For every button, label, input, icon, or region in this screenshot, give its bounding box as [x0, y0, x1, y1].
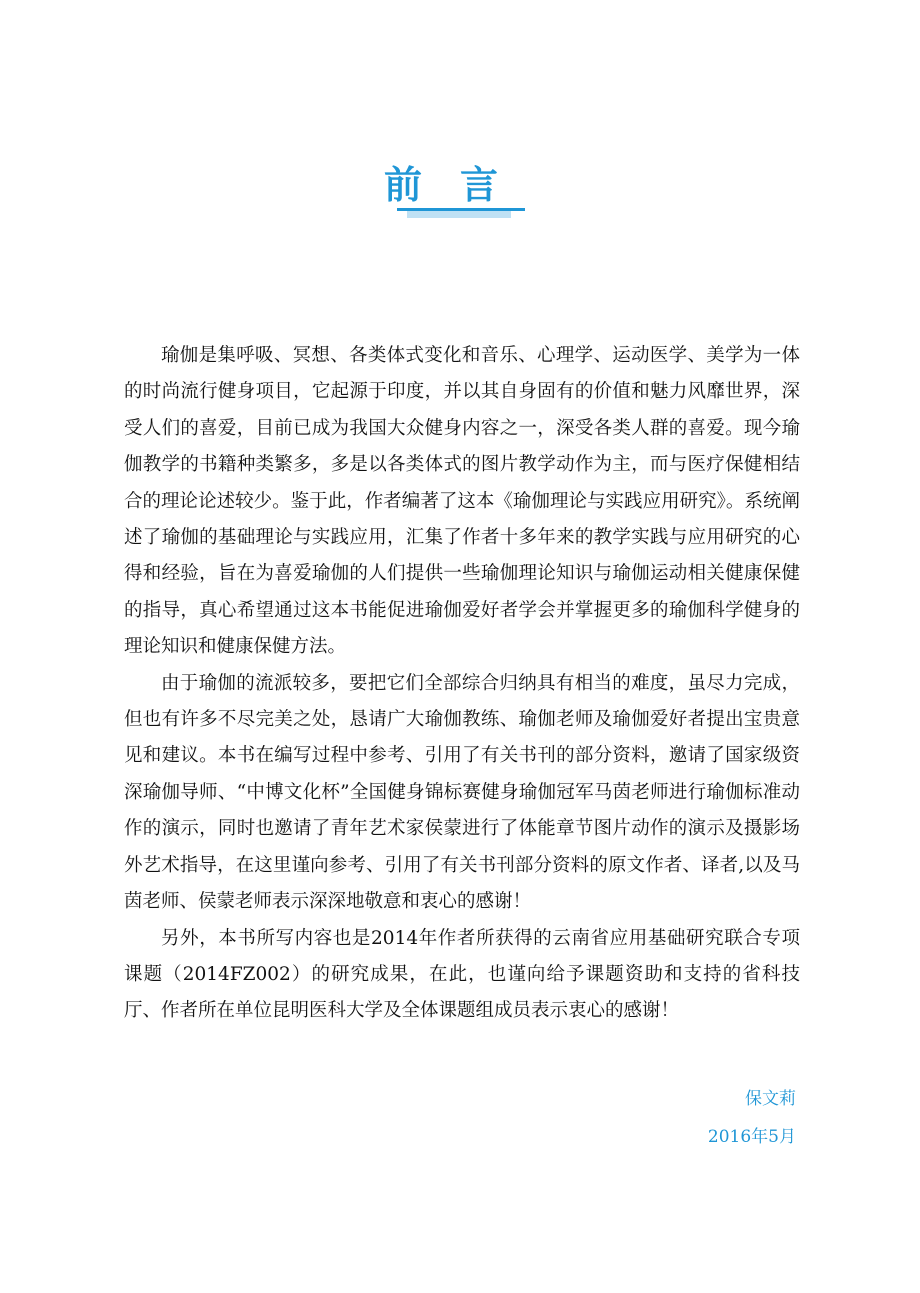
- preface-body: [124, 338, 800, 1030]
- paragraph-3: 另外，本书所写内容也是2014年作者所获得的云南省应用基础研究联合专项课题（2014FZ002）的研究成果，在此，也谨向给予课题资助和支持的省科技厅、作者所在单位昆明医科大学及全体课题组成员表示衷心的感谢！: [124, 927, 800, 1022]
- title-underline-shadow: [407, 211, 511, 218]
- title-container: [0, 162, 920, 208]
- paragraph-1: 瑜伽是集呼吸、冥想、各类体式变化和音乐、心理学、运动医学、美学为一体的时尚流行健身项目，它起源于印度，并以其自身固有的价值和魅力风靡世界，深受人们的喜爱，目前已成为我国大众健身内容之一，深受各类人群的喜爱。现今瑜伽教学的书籍种类繁多，多是以各类体式的图片教学动作为主，而与医疗保健相结合的理论论述较少。鉴于此，作者编著了这本《瑜伽理论与实践应用研究》。系统阐述了瑜伽的基础理论与实践应用，汇集了作者十多年来的教学实践与应用研究的心得和经验，旨在为喜爱瑜伽的人们提供一些瑜伽理论知识与瑜伽运动相关健康保健的指导，真心希望通过这本书能促进瑜伽爱好者学会并掌握更多的瑜伽科学健身的理论知识和健康保健方法。: [124, 345, 800, 658]
- paragraph-2: 由于瑜伽的流派较多，要把它们全部综合归纳具有相当的难度，虽尽力完成，但也有许多不尽完美之处，恳请广大瑜伽教练、瑜伽老师及瑜伽爱好者提出宝贵意见和建议。本书在编写过程中参考、引用了有关书刊的部分资料，邀请了国家级资深瑜伽导师、“中博文化杯”全国健身锦标赛健身瑜伽冠军马茵老师进行瑜伽标准动作的演示，同时也邀请了青年艺术家侯蒙进行了体能章节图片动作的演示及摄影场外艺术指导，在这里谨向参考、引用了有关书刊部分资料的原文作者、译者,以及马茵老师、侯蒙老师表示深深地敬意和衷心的感谢！: [124, 672, 800, 913]
- page-title: 前言: [383, 163, 536, 207]
- signature-author: 保文莉: [745, 1089, 796, 1109]
- signature-date: 2016年5月: [707, 1127, 796, 1147]
